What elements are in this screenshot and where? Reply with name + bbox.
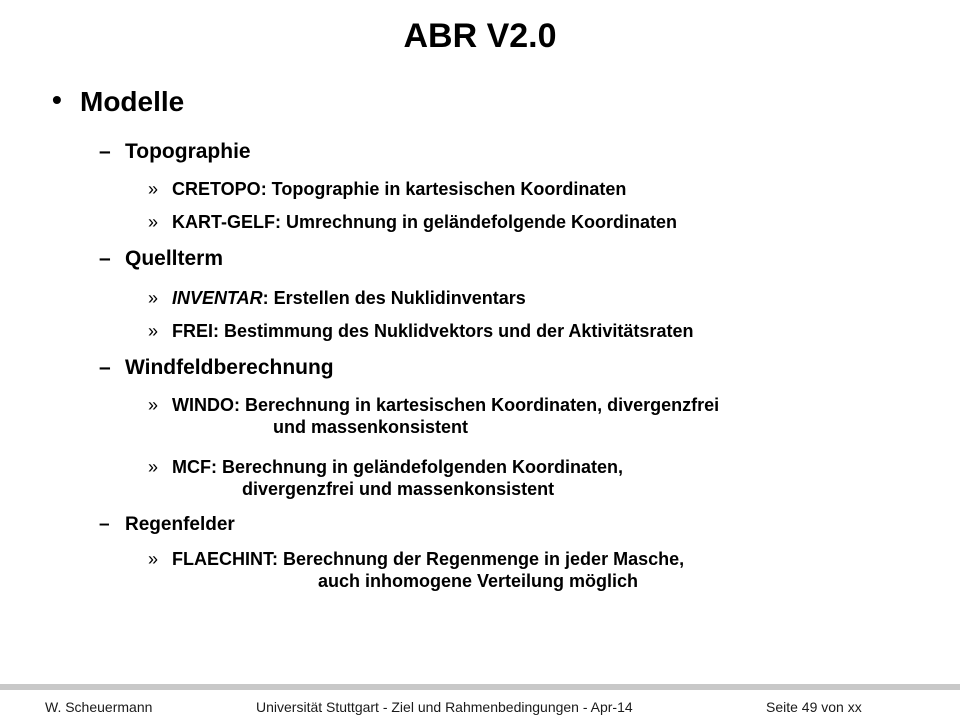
- list-item-mcf: [148, 456, 932, 500]
- dash-glyph: –: [99, 356, 111, 379]
- footer-center: Universität Stuttgart - Ziel und Rahmenbedingungen - Apr-14: [256, 699, 633, 715]
- dash-glyph: –: [99, 514, 110, 535]
- dash-glyph: –: [99, 247, 111, 270]
- sub-bullet-glyph: »: [148, 321, 159, 341]
- item-text: : Umrechnung in geländefolgende Koordinaten: [275, 212, 678, 232]
- item-text: : Berechnung in kartesischen Koordinaten, divergenzfrei: [234, 395, 720, 415]
- list-item-inventar: [148, 287, 932, 309]
- item-text: : Berechnung in geländefolgenden Koordinaten,: [211, 457, 624, 477]
- item-label: MCF: [172, 457, 211, 477]
- sub-bullet-glyph: »: [148, 212, 159, 232]
- item-label: CRETOPO: [172, 179, 261, 199]
- item-text: : Topographie in kartesischen Koordinaten: [260, 179, 627, 199]
- section-heading-regenfelder: [99, 511, 235, 539]
- item-label: FREI: [172, 321, 214, 341]
- item-label: KART-GELF: [172, 212, 275, 232]
- sub-bullet-glyph: »: [148, 395, 159, 415]
- item-continuation: auch inhomogene Verteilung möglich: [318, 571, 639, 591]
- sub-bullet-glyph: »: [148, 457, 159, 477]
- item-text: : Erstellen des Nuklidinventars: [262, 288, 526, 308]
- main-bullet: [52, 82, 185, 122]
- sub-bullet-glyph: »: [148, 549, 159, 569]
- item-label: INVENTAR: [172, 288, 263, 308]
- section-heading-quellterm: [99, 245, 224, 273]
- item-text: : Berechnung der Regenmenge in jeder Masche,: [272, 549, 685, 569]
- footer-page-number: Seite 49 von xx: [766, 699, 862, 715]
- list-item-kart-gelf: [148, 211, 932, 233]
- item-text: : Bestimmung des Nuklidvektors und der Aktivitätsraten: [213, 321, 694, 341]
- section-heading-text: Quellterm: [125, 247, 224, 270]
- list-item-cretopo: [148, 178, 932, 200]
- bullet-glyph: •: [52, 84, 62, 115]
- sub-bullet-glyph: »: [148, 288, 159, 308]
- slide-title: ABR V2.0: [403, 17, 557, 55]
- main-heading: Modelle: [80, 86, 185, 117]
- footer-divider: [0, 684, 960, 690]
- section-heading-text: Topographie: [125, 140, 251, 163]
- item-continuation: und massenkonsistent: [273, 417, 469, 437]
- section-heading-topographie: [99, 138, 251, 166]
- section-heading-text: Windfeldberechnung: [125, 356, 334, 379]
- list-item-windo: [148, 394, 932, 438]
- list-item-frei: [148, 320, 932, 342]
- sub-bullet-glyph: »: [148, 179, 159, 199]
- item-label: FLAECHINT: [172, 549, 272, 569]
- list-item-flaechint: [148, 548, 932, 592]
- item-continuation: divergenzfrei und massenkonsistent: [242, 479, 555, 499]
- footer-author: W. Scheuermann: [45, 699, 153, 715]
- section-heading-text: Regenfelder: [125, 514, 235, 535]
- section-heading-windfeldberechnung: [99, 354, 334, 382]
- item-label: WINDO: [172, 395, 234, 415]
- dash-glyph: –: [99, 140, 111, 163]
